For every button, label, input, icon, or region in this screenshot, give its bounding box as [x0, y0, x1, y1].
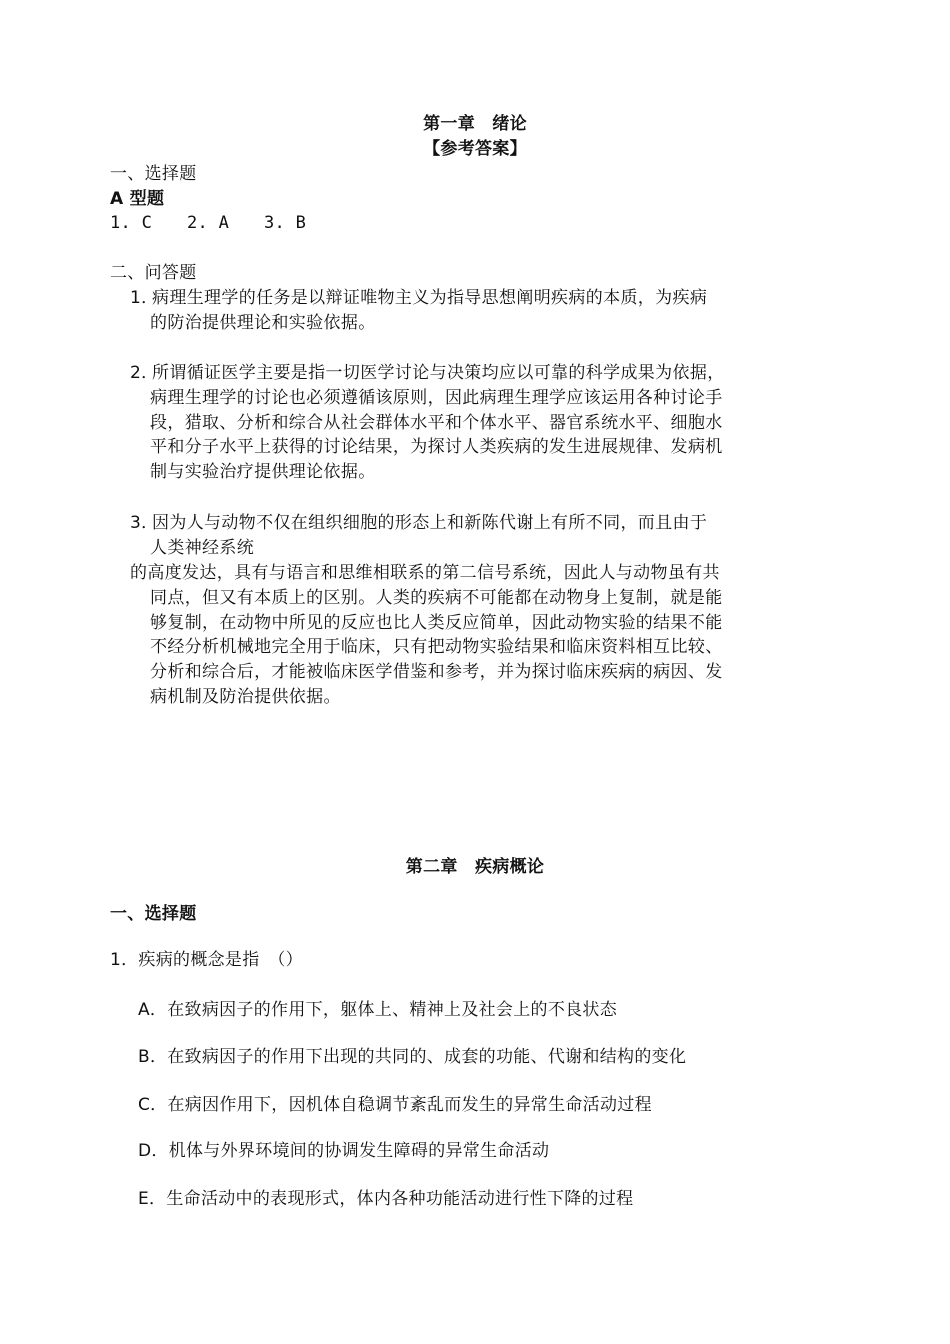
qa-line: 病理生理学的任务是以辩证唯物主义为指导思想阐明疾病的本质，为疾病	[152, 288, 708, 308]
qa-line: 因为人与动物不仅在组织细胞的形态上和新陈代谢上有所不同，而且由于	[152, 513, 708, 533]
option-b: B．在致病因子的作用下出现的共同的、成套的功能、代谢和结构的变化	[138, 1047, 687, 1067]
qa-line: 平和分子水平上获得的讨论结果，为探讨人类疾病的发生进展规律、发病机	[150, 437, 723, 458]
chapter1-title: 第一章 绪论	[423, 114, 527, 134]
question-1: 1．疾病的概念是指 （）	[110, 950, 303, 970]
qa-line: 段，猎取、分析和综合从社会群体水平和个体水平、器官系统水平、细胞水	[150, 412, 723, 433]
chapter2-title: 第二章 疾病概论	[405, 857, 545, 877]
option-a: A．在致病因子的作用下，躯体上、精神上及社会上的不良状态	[138, 1000, 618, 1020]
qa-line: 分析和综合后，才能被临床医学借鉴和参考，并为探讨临床疾病的病因、发	[150, 662, 723, 683]
qa-line: 的高度发达，具有与语言和思维相联系的第二信号系统，因此人与动物虽有共	[130, 563, 720, 583]
qa-item-number: 2．	[130, 363, 159, 383]
qa-item-number: 3．	[130, 513, 159, 533]
qa-line: 病理生理学的讨论也必须遵循该原则，因此病理生理学应该运用各种讨论手	[150, 387, 723, 408]
qa-line: 人类神经系统	[150, 537, 255, 558]
qa-line: 病机制及防治提供依据。	[150, 686, 341, 707]
qa-line: 所谓循证医学主要是指一切医学讨论与决策均应以可靠的科学成果为依据，	[152, 363, 725, 383]
answer-heading: 【参考答案】	[423, 139, 527, 159]
section-choice-heading: 一、选择题	[110, 164, 197, 184]
answer-3: 3. B	[264, 213, 307, 233]
option-e: E．生命活动中的表现形式，体内各种功能活动进行性下降的过程	[138, 1189, 634, 1209]
chapter2-section-heading: 一、选择题	[110, 904, 197, 924]
qa-line: 的防治提供理论和实验依据。	[150, 312, 376, 333]
answer-1: 1. C	[110, 213, 153, 233]
qa-line: 够复制，在动物中所见的反应也比人类反应简单，因此动物实验的结果不能	[150, 612, 723, 633]
type-a-heading: A 型题	[110, 189, 165, 209]
option-c: C．在病因作用下，因机体自稳调节紊乱而发生的异常生命活动过程	[138, 1095, 652, 1115]
option-d: D．机体与外界环境间的协调发生障碍的异常生命活动	[138, 1141, 550, 1161]
answer-2: 2. A	[187, 213, 230, 233]
qa-line: 不经分析机械地完全用于临床，只有把动物实验结果和临床资料相互比较、	[150, 637, 723, 658]
section-qa-heading: 二、问答题	[110, 263, 197, 283]
qa-line: 同点，但又有本质上的区别。人类的疾病不可能都在动物身上复制，就是能	[150, 587, 723, 608]
qa-item-number: 1．	[130, 288, 159, 308]
qa-line: 制与实验治疗提供理论依据。	[150, 462, 376, 483]
